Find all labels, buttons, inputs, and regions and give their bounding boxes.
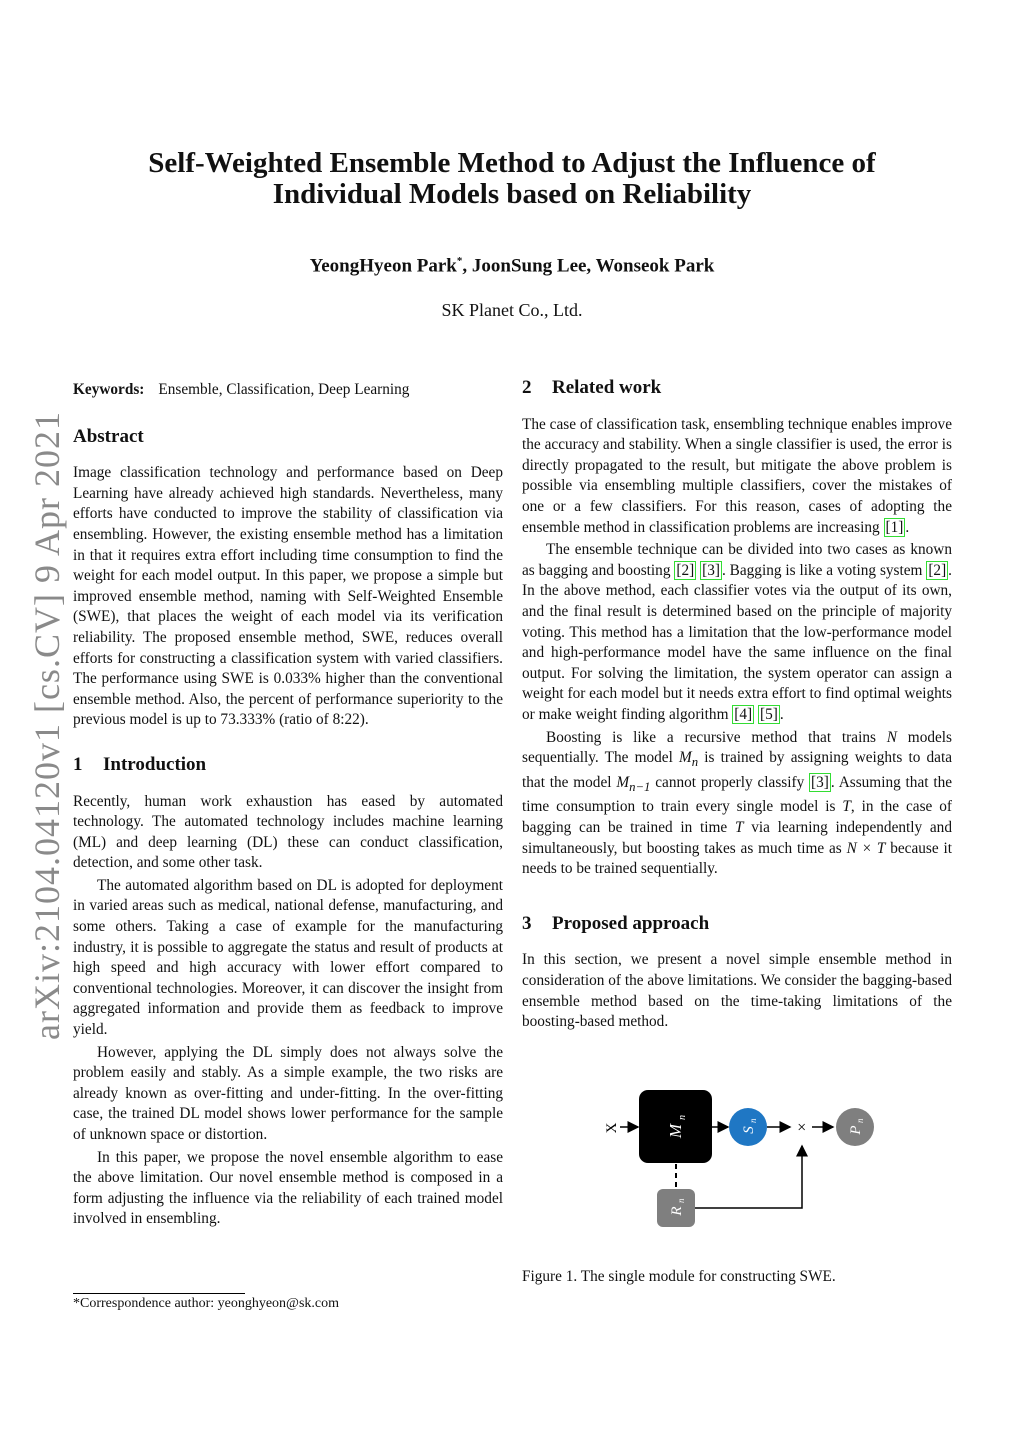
footnote-rule xyxy=(73,1293,245,1294)
citation-link[interactable]: [2] xyxy=(676,561,695,579)
citation-link[interactable]: [1] xyxy=(885,518,904,536)
score-sub: n xyxy=(748,1118,758,1123)
author-rest: , JoonSung Lee, Wonseok Park xyxy=(462,255,715,277)
text-run: is trained by assigning weights to data that the model xyxy=(522,749,952,791)
text-run: Boosting is like a recursive method that trains xyxy=(546,728,887,746)
proposed-paragraph-1: In this section, we present a novel simple ensemble method in consideration of the above limitations. We consider the bagging-based ensemble method based on the time-taking limitations of the boosting-based method. xyxy=(522,951,952,1031)
paper-title xyxy=(100,148,924,210)
intro-paragraph-3: However, applying the DL simply does not always solve the problem easily and stably. As a simple example, the two risks are already known as over-fitting and under-fitting. In the over-fitting case, the trained DL model shows lower performance for the sample of unknown space or distortion. xyxy=(73,1043,503,1143)
right-column xyxy=(522,378,952,1033)
model-sub: n xyxy=(677,1115,688,1120)
related-paragraph-3 xyxy=(522,728,952,880)
citation-link[interactable]: [4] xyxy=(734,705,753,723)
title-line-2: Individual Models based on Reliability xyxy=(272,178,752,210)
title-line-1: Self-Weighted Ensemble Method to Adjust the Influence of xyxy=(148,147,876,179)
figure-caption: Figure 1. The single module for constructing SWE. xyxy=(522,1268,836,1285)
related-num: 2 xyxy=(522,377,532,398)
math-T: T xyxy=(734,818,744,836)
math-M: M xyxy=(616,773,630,791)
footnote: *Correspondence author: yeonghyeon@sk.com xyxy=(73,1296,339,1311)
math-sub: n−1 xyxy=(629,779,651,794)
math-N: N xyxy=(886,728,897,746)
output-sub: n xyxy=(855,1118,865,1123)
text-run: . Bagging is like a voting system xyxy=(721,561,927,579)
text-run: because it needs to be trained sequentially. xyxy=(522,839,952,878)
keywords-label: Keywords: xyxy=(73,381,145,398)
intro-paragraph-4: In this paper, we propose the novel ensemble algorithm to ease the above limitation. Our novel ensemble method is composed in a form adjusting the influence via the reliability of each trained model involved in ensembling. xyxy=(73,1148,503,1228)
math-sub: n xyxy=(691,755,699,770)
citation-link[interactable]: [5] xyxy=(759,705,778,723)
proposed-title: Proposed approach xyxy=(552,912,710,934)
keywords xyxy=(73,380,503,401)
author-mark: * xyxy=(456,255,463,267)
math-M: M xyxy=(678,749,692,767)
text-run: models sequentially. The model xyxy=(522,728,952,767)
input-x-label: X xyxy=(604,1122,620,1134)
text-run: cannot properly classify xyxy=(650,773,810,791)
arxiv-stamp: arXiv:2104.04120v1 [cs.CV] 9 Apr 2021 xyxy=(27,411,67,1040)
text-run: , in the case of bagging can be trained in time xyxy=(522,798,952,836)
math-NxT: N × T xyxy=(846,839,886,857)
related-title: Related work xyxy=(552,377,662,398)
keywords-value: Ensemble, Classification, Deep Learning xyxy=(158,381,410,398)
intro-paragraph-2: The automated algorithm based on DL is adopted for deployment in varied areas such as medical, national defense, manufacturing, and some others. Taking a case of example for the manufacturing industry, it is possible to aggregate the status and result of products at high speed and high accuracy with lower effort compared to conventional technologies. Moreover, it can discover the insight from aggregated information and provide them as feedback to improve yield. xyxy=(73,876,503,1039)
abstract-heading: Abstract xyxy=(73,425,144,447)
reliability-letter: R xyxy=(669,1206,685,1216)
intro-paragraph-1: Recently, human work exhaustion has eased by automated technology. The automated technology includes machine learning (ML) and deep learning (DL) these can conduct classification, detection, and some other task. xyxy=(73,792,503,872)
citation-link[interactable]: [2] xyxy=(928,561,947,579)
model-letter: M xyxy=(666,1123,685,1139)
proposed-num: 3 xyxy=(522,912,532,934)
text-run: . In the above method, each classifier votes via the output of its own, and the final result is determined based on the principle of majority voting. This method has a limitation that the low-performance model and high-performance model have the same influence on the final output. For solving the limitation, the system operator can assign a weight for each model but it needs extra effort to find optimal weights or make weight finding algorithm xyxy=(522,561,952,723)
proposed-heading xyxy=(522,914,952,935)
reliability-sub: n xyxy=(676,1198,686,1203)
text-run: The case of classification task, ensembling technique enables improve the accuracy and stability. When a single classifier is used, the error is directly propagated to the result, but mitigate the above problem is possible via ensembling multiple classifiers, cover the mistakes of one or a few classifiers. For this reason, cases of adopting the ensemble method in classification problems are increasing xyxy=(522,415,952,536)
related-paragraph-2 xyxy=(522,540,952,725)
related-paragraph-1 xyxy=(522,415,952,539)
intro-num: 1 xyxy=(73,753,83,775)
authors xyxy=(100,255,924,277)
figure-1-diagram xyxy=(590,1080,890,1240)
text-run: . xyxy=(905,518,910,536)
math-T: T xyxy=(842,798,851,816)
multiply-sign: × xyxy=(794,1122,811,1132)
text-run: The ensemble technique can be divided into two cases as known as bagging and boosting xyxy=(522,541,952,579)
intro-title: Introduction xyxy=(103,753,207,775)
citation-link[interactable]: [3] xyxy=(811,773,829,791)
related-heading xyxy=(522,378,952,399)
text-run: . Assuming that the time consumption to train every single model is xyxy=(522,773,953,816)
abstract-text: Image classification technology and performance based on Deep Learning have already achieved high standards. Nevertheless, many efforts have conducted to improve the stability of classification via ensembling. However, the existing ensemble method has a limitation in that it requires extra effort including time consumption to find the weight for each model output. In this paper, we propose a simple but improved ensemble method, naming with Self-Weighted Ensemble (SWE), that places the weight of each model via its verification reliability. The proposed ensemble method, SWE, reduces overall efforts for constructing a classification system with varied classifiers. The performance using SWE is 0.033% higher than the conventional ensemble method. Also, the percent of performance superiority to the previous model is up to 73.333% (ratio of 8:22). xyxy=(73,464,503,729)
text-run: . xyxy=(779,705,784,723)
text-run: via learning independently and simultaneously, but boosting takes as much time as xyxy=(522,818,952,857)
citation-link[interactable]: [3] xyxy=(702,561,720,579)
output-letter: P xyxy=(848,1125,864,1135)
score-letter: S xyxy=(741,1126,757,1134)
author-first: YeongHyeon Park xyxy=(309,255,457,277)
intro-heading xyxy=(73,755,503,776)
affiliation: SK Planet Co., Ltd. xyxy=(441,300,583,320)
left-column xyxy=(73,380,503,1230)
